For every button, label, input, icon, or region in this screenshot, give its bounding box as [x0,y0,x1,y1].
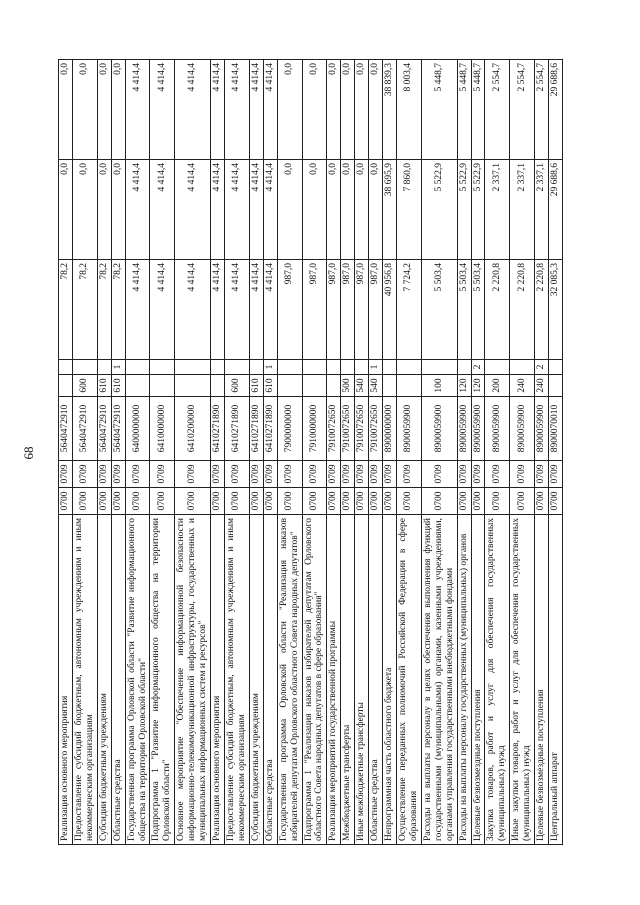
subsection-code: 0709 [277,461,302,488]
table-row [510,60,535,845]
amount-col-2: 0,0 [369,160,383,260]
amount-col-1: 7 724,2 [396,260,421,360]
expense-type-code: 610 [263,375,277,397]
section-code: 0700 [457,488,471,515]
table-row [485,60,510,845]
section-code: 0700 [485,488,510,515]
amount-col-1: 987,0 [341,260,355,360]
subsection-code: 0709 [175,461,211,488]
funding-source-code [97,360,111,375]
amount-col-2: 4 414,4 [249,160,263,260]
funding-source-code: 1 [369,360,383,375]
amount-col-3: 0,0 [369,60,383,160]
subsection-code: 0709 [302,461,327,488]
amount-col-1: 2 220,8 [535,260,549,360]
amount-col-3: 4 414,4 [211,60,225,160]
funding-source-code [421,360,457,375]
amount-col-3: 38 839,3 [383,60,397,160]
target-item-code: 6410271890 [249,397,263,461]
table-row [211,60,225,845]
subsection-code: 0709 [549,461,563,488]
amount-col-3: 4 414,4 [224,60,249,160]
table-row [396,60,421,845]
table-row [125,60,150,845]
table-row [383,60,397,845]
amount-col-2: 5 522,9 [421,160,457,260]
amount-col-1: 78,2 [72,260,97,360]
amount-col-1: 4 414,4 [224,260,249,360]
subsection-code: 0709 [355,461,369,488]
funding-source-code [277,360,302,375]
subsection-code: 0709 [341,461,355,488]
amount-col-3: 8 003,4 [396,60,421,160]
amount-col-1: 4 414,4 [125,260,150,360]
table-row [535,60,549,845]
budget-table-body [59,60,563,845]
subsection-code: 0709 [249,461,263,488]
target-item-code: 8900059900 [421,397,457,461]
expense-type-code: 540 [369,375,383,397]
amount-col-2: 38 695,9 [383,160,397,260]
row-name: Подпрограмма 1 "Развитие информационного общества на территории Орловской области" [150,515,175,845]
expense-type-code [211,375,225,397]
amount-col-1: 987,0 [277,260,302,360]
amount-col-2: 4 414,4 [150,160,175,260]
subsection-code: 0709 [211,461,225,488]
amount-col-2: 0,0 [72,160,97,260]
section-code: 0700 [421,488,457,515]
funding-source-code [150,360,175,375]
row-name: Реализация мероприятий государственной программы [327,515,341,845]
funding-source-code [341,360,355,375]
amount-col-3: 5 448,7 [471,60,485,160]
row-name: Центральный аппарат [549,515,563,845]
funding-source-code [510,360,535,375]
table-row [72,60,97,845]
row-name: Основное мероприятие "Обеспечение информационной безопасности информационно-телекоммуникационной инфраструктуры, государственных и муниципальных информационных систем и ресурсов" [175,515,211,845]
subsection-code: 0709 [383,461,397,488]
table-row [341,60,355,845]
expense-type-code [302,375,327,397]
amount-col-1: 5 503,4 [457,260,471,360]
funding-source-code: 2 [471,360,485,375]
funding-source-code [211,360,225,375]
amount-col-2: 4 414,4 [263,160,277,260]
expense-type-code: 600 [224,375,249,397]
amount-col-1: 987,0 [355,260,369,360]
expense-type-code [327,375,341,397]
amount-col-2: 0,0 [341,160,355,260]
amount-col-2: 5 522,9 [457,160,471,260]
table-row [369,60,383,845]
section-code: 0700 [549,488,563,515]
amount-col-3: 0,0 [327,60,341,160]
amount-col-2: 4 414,4 [224,160,249,260]
funding-source-code [457,360,471,375]
table-row [59,60,73,845]
section-code: 0700 [471,488,485,515]
amount-col-3: 4 414,4 [175,60,211,160]
row-name: Подпрограмма 1 "Реализация наказов избирателей депутатам Орловского областного Совета народных депутатов в сфере образования" [302,515,327,845]
amount-col-3: 2 554,7 [510,60,535,160]
funding-source-code [485,360,510,375]
expense-type-code [396,375,421,397]
section-code: 0700 [355,488,369,515]
section-code: 0700 [150,488,175,515]
row-name: Субсидии бюджетным учреждениям [249,515,263,845]
table-row [327,60,341,845]
expense-type-code: 240 [510,375,535,397]
target-item-code: 8900059900 [485,397,510,461]
page-number: 68 [21,446,36,460]
row-name: Целевые безвозмездные поступления [471,515,485,845]
table-row [175,60,211,845]
section-code: 0700 [59,488,73,515]
amount-col-1: 4 414,4 [249,260,263,360]
section-code: 0700 [249,488,263,515]
amount-col-2: 0,0 [59,160,73,260]
table-row [355,60,369,845]
amount-col-3: 0,0 [97,60,111,160]
row-name: Расходы на выплаты персоналу в целях обеспечения выполнения функций государственными (муниципальными) органами, казенными учреждениями, органами управления государственными внебюджетными фондами [421,515,457,845]
expense-type-code: 240 [535,375,549,397]
funding-source-code [302,360,327,375]
table-row [277,60,302,845]
subsection-code: 0709 [421,461,457,488]
section-code: 0700 [277,488,302,515]
subsection-code: 0709 [59,461,73,488]
table-row [471,60,485,845]
row-name: Реализация основного мероприятия [211,515,225,845]
section-code: 0700 [111,488,125,515]
row-name: Государственная программа Орловской области "Развитие информационного общества на территории Орловской области" [125,515,150,845]
amount-col-1: 5 503,4 [471,260,485,360]
target-item-code: 7910072650 [327,397,341,461]
target-item-code: 8900000000 [383,397,397,461]
table-row [421,60,457,845]
amount-col-2: 0,0 [111,160,125,260]
table-row [457,60,471,845]
section-code: 0700 [175,488,211,515]
funding-source-code [224,360,249,375]
amount-col-2: 0,0 [302,160,327,260]
subsection-code: 0709 [150,461,175,488]
target-item-code: 7910072650 [355,397,369,461]
target-item-code: 7910000000 [302,397,327,461]
section-code: 0700 [97,488,111,515]
amount-col-2: 29 688,6 [549,160,563,260]
funding-source-code [175,360,211,375]
row-name: Осуществление переданных полномочий Российской Федерации в сфере образования [396,515,421,845]
target-item-code: 8900059900 [396,397,421,461]
amount-col-3: 4 414,4 [249,60,263,160]
expense-type-code [549,375,563,397]
subsection-code: 0709 [369,461,383,488]
subsection-code: 0709 [510,461,535,488]
subsection-code: 0709 [97,461,111,488]
target-item-code: 6410200000 [175,397,211,461]
section-code: 0700 [383,488,397,515]
amount-col-1: 4 414,4 [150,260,175,360]
amount-col-3: 4 414,4 [150,60,175,160]
table-row [150,60,175,845]
amount-col-3: 5 448,7 [457,60,471,160]
funding-source-code: 2 [535,360,549,375]
amount-col-1: 2 220,8 [510,260,535,360]
subsection-code: 0709 [535,461,549,488]
amount-col-3: 0,0 [111,60,125,160]
table-row [97,60,111,845]
expense-type-code: 200 [485,375,510,397]
amount-col-1: 40 956,8 [383,260,397,360]
row-name: Областные средства [369,515,383,845]
expense-type-code: 500 [341,375,355,397]
target-item-code: 7910072650 [369,397,383,461]
target-item-code: 8900070010 [549,397,563,461]
amount-col-2: 2 337,1 [535,160,549,260]
funding-source-code [125,360,150,375]
target-item-code: 6410271890 [224,397,249,461]
target-item-code: 5640472910 [72,397,97,461]
row-name: Расходы на выплаты персоналу государственных (муниципальных) органов [457,515,471,845]
amount-col-1: 987,0 [302,260,327,360]
subsection-code: 0709 [125,461,150,488]
amount-col-2: 5 522,9 [471,160,485,260]
expense-type-code: 120 [471,375,485,397]
table-row [224,60,249,845]
row-name: Целевые безвозмездные поступления [535,515,549,845]
target-item-code: 6410000000 [150,397,175,461]
row-name: Государственная программа Орловской области "Реализация наказов избирателей депутатам Орловского областного Совета народных депутатов" [277,515,302,845]
funding-source-code [327,360,341,375]
section-code: 0700 [125,488,150,515]
expense-type-code: 610 [111,375,125,397]
amount-col-3: 0,0 [341,60,355,160]
amount-col-1: 78,2 [111,260,125,360]
amount-col-2: 0,0 [355,160,369,260]
row-name: Предоставление субсидий бюджетным, автономным учреждениям и иным некоммерческим организациям [224,515,249,845]
table-row [302,60,327,845]
table-row [263,60,277,845]
amount-col-1: 78,2 [97,260,111,360]
amount-col-2: 4 414,4 [175,160,211,260]
row-name: Субсидии бюджетным учреждениям [97,515,111,845]
funding-source-code [59,360,73,375]
target-item-code: 7910072650 [341,397,355,461]
subsection-code: 0709 [396,461,421,488]
target-item-code: 8900059900 [457,397,471,461]
funding-source-code [355,360,369,375]
expense-type-code [150,375,175,397]
amount-col-2: 2 337,1 [485,160,510,260]
amount-col-1: 2 220,8 [485,260,510,360]
section-code: 0700 [341,488,355,515]
amount-col-2: 0,0 [327,160,341,260]
amount-col-1: 32 085,3 [549,260,563,360]
amount-col-2: 7 860,0 [396,160,421,260]
amount-col-3: 0,0 [59,60,73,160]
target-item-code: 6410271890 [263,397,277,461]
rotated-page-content [58,60,588,845]
amount-col-3: 0,0 [302,60,327,160]
section-code: 0700 [224,488,249,515]
subsection-code: 0709 [111,461,125,488]
target-item-code: 6410271890 [211,397,225,461]
amount-col-3: 0,0 [355,60,369,160]
section-code: 0700 [263,488,277,515]
amount-col-2: 4 414,4 [211,160,225,260]
amount-col-1: 987,0 [369,260,383,360]
amount-col-1: 987,0 [327,260,341,360]
subsection-code: 0709 [72,461,97,488]
amount-col-3: 4 414,4 [125,60,150,160]
expense-type-code [125,375,150,397]
section-code: 0700 [327,488,341,515]
section-code: 0700 [302,488,327,515]
target-item-code: 7900000000 [277,397,302,461]
row-name: Иные закупки товаров, работ и услуг для обеспечения государственных (муниципальных) нужд [510,515,535,845]
amount-col-1: 4 414,4 [263,260,277,360]
subsection-code: 0709 [471,461,485,488]
expense-type-code: 120 [457,375,471,397]
row-name: Закупка товаров, работ и услуг для обеспечения государственных (муниципальных) нужд [485,515,510,845]
row-name: Предоставление субсидий бюджетным, автономным учреждениям и иным некоммерческим организациям [72,515,97,845]
expense-type-code [277,375,302,397]
subsection-code: 0709 [263,461,277,488]
target-item-code: 8900059900 [471,397,485,461]
subsection-code: 0709 [327,461,341,488]
amount-col-2: 0,0 [97,160,111,260]
table-row [111,60,125,845]
section-code: 0700 [535,488,549,515]
amount-col-1: 5 503,4 [421,260,457,360]
amount-col-3: 2 554,7 [535,60,549,160]
funding-source-code [396,360,421,375]
subsection-code: 0709 [485,461,510,488]
target-item-code: 5640472910 [111,397,125,461]
subsection-code: 0709 [457,461,471,488]
target-item-code: 5640472910 [97,397,111,461]
amount-col-3: 0,0 [72,60,97,160]
funding-source-code: 1 [263,360,277,375]
expense-type-code: 610 [97,375,111,397]
section-code: 0700 [72,488,97,515]
funding-source-code [72,360,97,375]
expense-type-code: 540 [355,375,369,397]
expense-type-code: 100 [421,375,457,397]
section-code: 0700 [396,488,421,515]
table-row [249,60,263,845]
row-name: Областные средства [111,515,125,845]
budget-table [58,59,563,845]
expense-type-code: 610 [249,375,263,397]
amount-col-1: 4 414,4 [211,260,225,360]
section-code: 0700 [510,488,535,515]
table-row [549,60,563,845]
amount-col-2: 4 414,4 [125,160,150,260]
row-name: Областные средства [263,515,277,845]
row-name: Межбюджетные трансферты [341,515,355,845]
target-item-code: 8900059900 [510,397,535,461]
row-name: Непрограммная часть областного бюджета [383,515,397,845]
subsection-code: 0709 [224,461,249,488]
target-item-code: 8900059900 [535,397,549,461]
expense-type-code [59,375,73,397]
funding-source-code [249,360,263,375]
section-code: 0700 [211,488,225,515]
amount-col-2: 2 337,1 [510,160,535,260]
funding-source-code: 1 [111,360,125,375]
amount-col-1: 4 414,4 [175,260,211,360]
target-item-code: 5640472910 [59,397,73,461]
amount-col-3: 4 414,4 [263,60,277,160]
amount-col-1: 78,2 [59,260,73,360]
amount-col-3: 0,0 [277,60,302,160]
expense-type-code [383,375,397,397]
section-code: 0700 [369,488,383,515]
amount-col-3: 2 554,7 [485,60,510,160]
target-item-code: 6400000000 [125,397,150,461]
amount-col-2: 0,0 [277,160,302,260]
funding-source-code [383,360,397,375]
amount-col-3: 5 448,7 [421,60,457,160]
amount-col-3: 29 688,6 [549,60,563,160]
row-name: Иные межбюджетные трансферты [355,515,369,845]
expense-type-code [175,375,211,397]
expense-type-code: 600 [72,375,97,397]
funding-source-code [549,360,563,375]
row-name: Реализация основного мероприятия [59,515,73,845]
